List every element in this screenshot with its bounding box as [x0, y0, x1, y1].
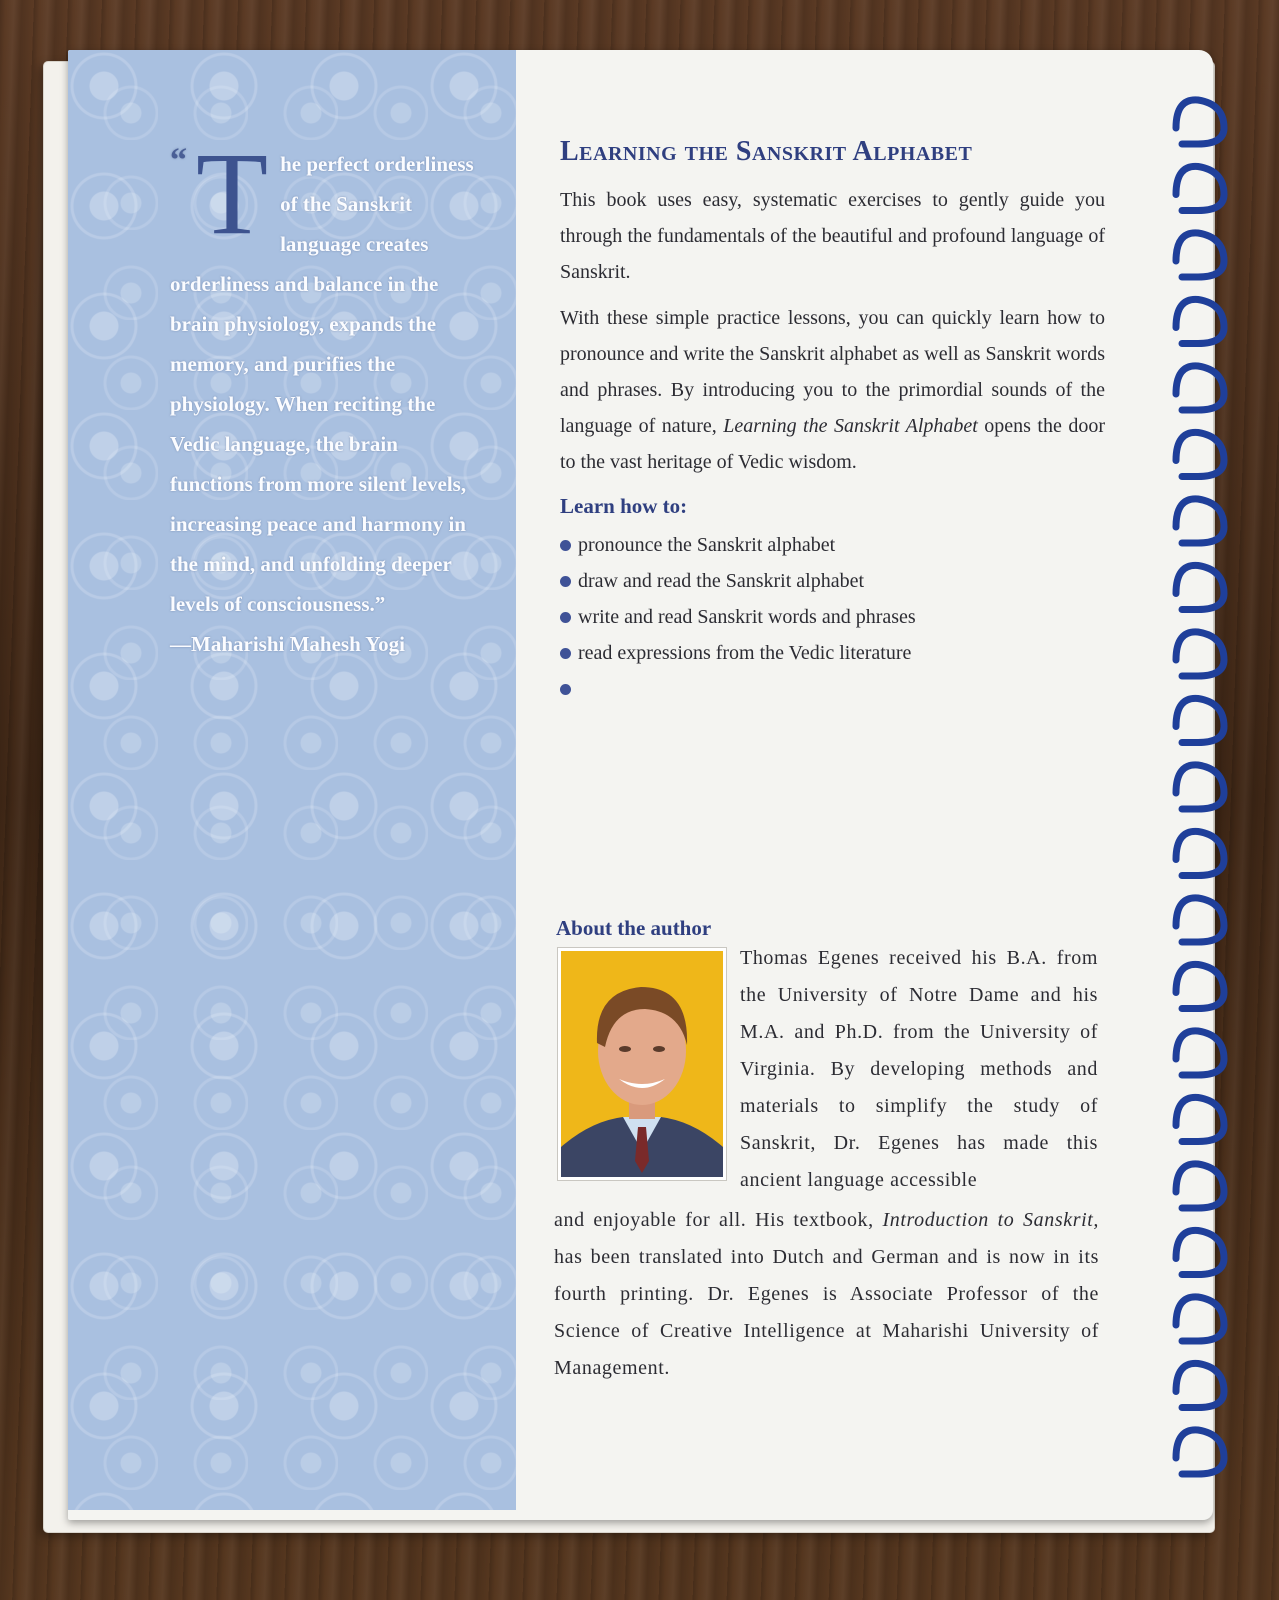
list-item — [560, 527, 1105, 563]
textbook-title: Introduction to Sanskrit, — [882, 1209, 1099, 1231]
learn-list — [560, 527, 1105, 707]
spiral-coil-icon — [1176, 1230, 1224, 1274]
spiral-coil-icon — [1176, 1031, 1224, 1075]
quote-panel — [68, 50, 516, 1510]
spiral-coil-icon — [1176, 1164, 1224, 1208]
spiral-coil-icon — [1176, 632, 1224, 676]
bio-end: has been translated into Dutch and German and is now in its fourth printing. Dr. Egenes is Associate Professor of the Science of Creative Intelligence at Maharishi University of Management. — [554, 1246, 1099, 1379]
list-item-label: write and read Sanskrit words and phrases — [578, 606, 916, 628]
spiral-coil-icon — [1176, 299, 1224, 343]
dropcap-letter: T — [196, 128, 269, 259]
spiral-binding — [1168, 94, 1238, 1494]
list-item-label: pronounce the Sanskrit alphabet — [578, 534, 836, 556]
spiral-coil-icon — [1176, 233, 1224, 277]
list-item-label: draw and read the Sanskrit alphabet — [578, 570, 865, 592]
page-title: Learning the Sanskrit Alphabet — [560, 136, 973, 167]
list-item — [560, 599, 1105, 635]
spiral-coil-icon — [1176, 1430, 1224, 1474]
bullet-dot-icon — [560, 684, 571, 695]
intro-paragraph: This book uses easy, systematic exercises to gently guide you through the fundamentals of the beautiful and profound language of Sanskrit. — [560, 189, 1105, 283]
spiral-coil-icon — [1176, 565, 1224, 609]
list-item — [560, 671, 1105, 707]
spiral-coil-icon — [1176, 898, 1224, 942]
sidebar-quote — [170, 128, 480, 664]
list-item-label: read expressions from the Vedic literature — [578, 642, 912, 664]
author-portrait-image — [561, 951, 723, 1177]
description-paragraph — [560, 300, 1105, 480]
spiral-coil-icon — [1176, 698, 1224, 742]
list-item — [560, 563, 1105, 599]
spiral-coil-icon — [1176, 1363, 1224, 1407]
spiral-coil-icon — [1176, 100, 1224, 144]
quote-text: he perfect orderliness of the Sanskrit language creates orderliness and balance in the brain physiology, expands the memory, and purifies the physiology. When reciting the Vedic language, the brain functions from more silent levels, increasing peace and harmony in the mind, and unfolding deeper levels of consciousness.” — [170, 152, 474, 616]
author-bio-rest — [554, 1202, 1099, 1387]
bullet-dot-icon — [560, 612, 571, 623]
book-title-inline: Learning the Sanskrit Alphabet — [723, 415, 978, 437]
bullet-dot-icon — [560, 540, 571, 551]
author-photo — [558, 948, 726, 1180]
spiral-coil-icon — [1176, 964, 1224, 1008]
open-quote-mark: “ — [170, 142, 187, 179]
about-author-heading: About the author — [556, 916, 712, 940]
spiral-coil-icon — [1176, 499, 1224, 543]
description-start: With these simple practice lessons, you can quickly learn how to pronounce and write the Sanskrit alphabet as well as Sanskrit words and phrases. By introducing you to the primordial sounds of the language of nature, — [560, 307, 1105, 437]
spiral-coil-icon — [1176, 831, 1224, 875]
spiral-coil-icon — [1176, 765, 1224, 809]
spiral-coil-icon — [1176, 366, 1224, 410]
author-bio-top: Thomas Egenes received his B.A. from the University of Notre Dame and his M.A. and Ph.D. from the University of Virginia. By developing methods and materials to simplify the study of Sanskrit, Dr. Egenes has made this ancient language accessible — [740, 947, 1098, 1191]
spiral-coil-icon — [1176, 1297, 1224, 1341]
main-content — [560, 136, 1105, 707]
learn-heading: Learn how to: — [560, 494, 688, 518]
spiral-coil-icon — [1176, 432, 1224, 476]
spiral-coil-icon — [1176, 166, 1224, 210]
book-page — [68, 50, 1213, 1520]
bullet-dot-icon — [560, 648, 571, 659]
description-end: opens the door to the vast heritage of Vedic wisdom. — [560, 415, 1105, 473]
quote-attribution: —Maharishi Mahesh Yogi — [170, 632, 405, 656]
spiral-coil-icon — [1176, 1097, 1224, 1141]
bio-mid: and enjoyable for all. His textbook, — [554, 1209, 883, 1231]
list-item — [560, 635, 1105, 671]
bullet-dot-icon — [560, 576, 571, 587]
